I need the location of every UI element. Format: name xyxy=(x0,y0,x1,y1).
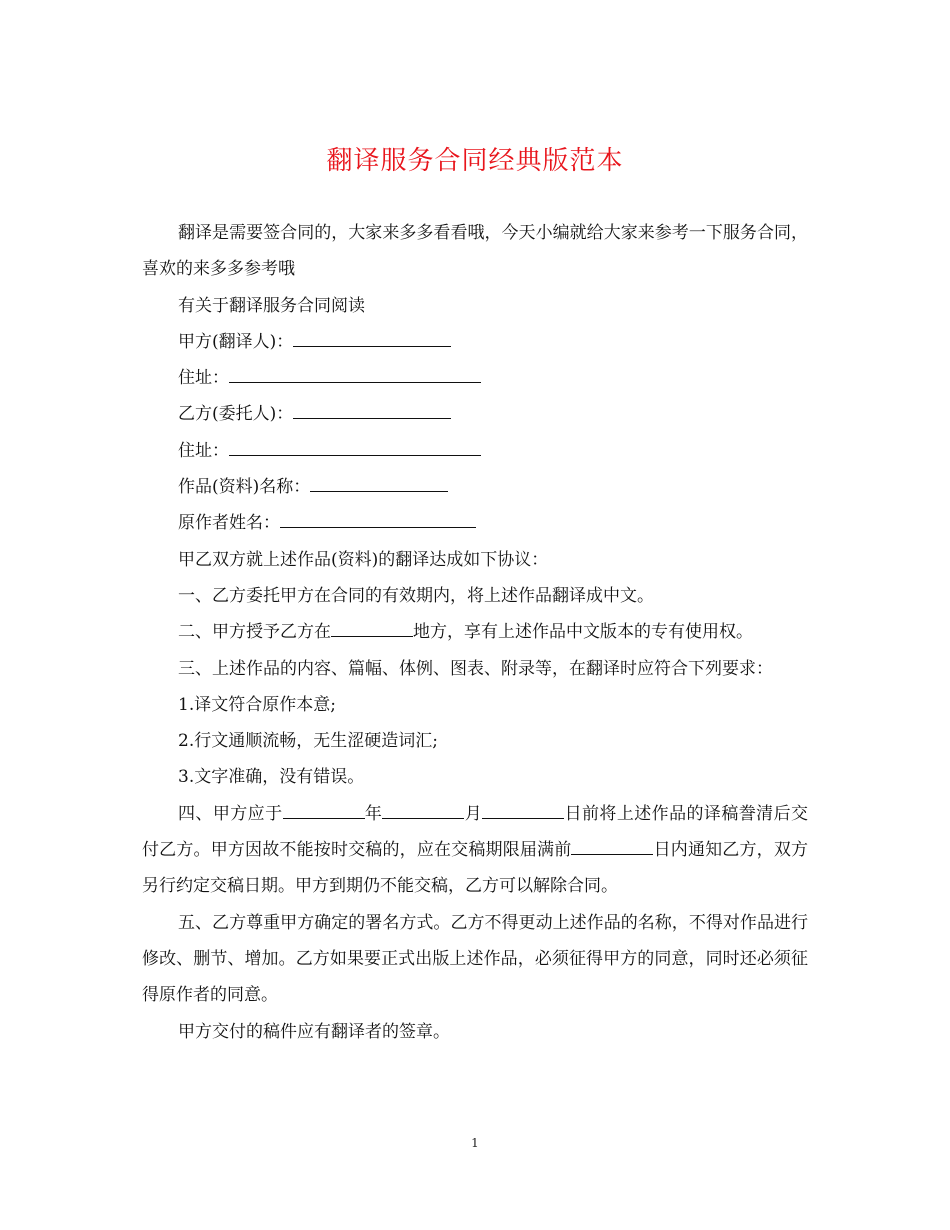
document-title: 翻译服务合同经典版范本 xyxy=(326,146,624,176)
party-b-blank xyxy=(293,396,451,419)
clause-4 xyxy=(142,796,808,905)
requirement-2: 2.行文通顺流畅，无生涩硬造词汇; xyxy=(178,731,438,752)
clause-4-day-blank xyxy=(482,796,564,819)
work-name-label: 作品(资料)名称： xyxy=(178,477,311,498)
party-a-blank xyxy=(293,324,451,347)
author-blank xyxy=(280,505,476,528)
work-name-field xyxy=(142,469,808,505)
address-a-blank xyxy=(229,360,481,383)
clause-3: 三、上述作品的内容、篇幅、体例、图表、附录等，在翻译时应符合下列要求： xyxy=(178,658,773,679)
address-a-label: 住址： xyxy=(178,368,229,389)
clause-4-days-blank xyxy=(571,832,653,855)
party-b-field xyxy=(142,396,808,432)
address-b-field xyxy=(142,433,808,469)
author-field xyxy=(142,505,808,541)
closing-line: 甲方交付的稿件应有翻译者的签章。 xyxy=(178,1021,450,1042)
clause-2 xyxy=(142,614,808,650)
clause-4-month: 月 xyxy=(464,803,483,824)
address-a-field xyxy=(142,360,808,396)
clause-2-blank xyxy=(331,614,413,637)
page-number: 1 xyxy=(471,1136,479,1150)
subheading: 有关于翻译服务合同阅读 xyxy=(178,295,365,316)
clause-2-part1: 二、甲方授予乙方在 xyxy=(178,622,331,643)
author-label: 原作者姓名： xyxy=(178,513,280,534)
clause-2-part2: 地方，享有上述作品中文版本的专有使用权。 xyxy=(413,622,753,643)
clause-4-part1: 四、甲方应于 xyxy=(178,803,283,824)
clause-4-month-blank xyxy=(382,796,464,819)
document-body xyxy=(142,215,808,1050)
party-a-label: 甲方(翻译人)： xyxy=(178,331,294,352)
clause-4-year: 年 xyxy=(364,803,383,824)
clause-5: 五、乙方尊重甲方确定的署名方式。乙方不得更动上述作品的名称，不得对作品进行修改、删节、增加。乙方如果要正式出版上述作品，必须征得甲方的同意，同时还必须征得原作者的同意。 xyxy=(142,912,808,1006)
work-name-blank xyxy=(310,469,448,492)
requirement-1: 1.译文符合原作本意; xyxy=(178,694,336,715)
requirement-3: 3.文字准确，没有错误。 xyxy=(178,767,365,788)
clause-4-year-blank xyxy=(283,796,365,819)
clause-4-part2: 日前将上述作品的译稿誊清后交付乙方。甲方因故不能按时交稿的，应在交稿期限届满前 xyxy=(142,803,809,861)
address-b-label: 住址： xyxy=(178,440,229,461)
clause-4-part3: 日内通知乙方，双方另行约定交稿日期。甲方到期仍不能交稿，乙方可以解除合同。 xyxy=(142,840,809,897)
party-a-field xyxy=(142,324,808,360)
address-b-blank xyxy=(229,433,481,456)
clause-1: 一、乙方委托甲方在合同的有效期内，将上述作品翻译成中文。 xyxy=(178,585,654,606)
intro-paragraph: 翻译是需要签合同的，大家来多多看看哦，今天小编就给大家来参考一下服务合同，喜欢的来多多参考哦 xyxy=(142,223,808,280)
agreement-intro: 甲乙双方就上述作品(资料)的翻译达成如下协议： xyxy=(178,549,549,570)
party-b-label: 乙方(委托人)： xyxy=(178,404,294,425)
